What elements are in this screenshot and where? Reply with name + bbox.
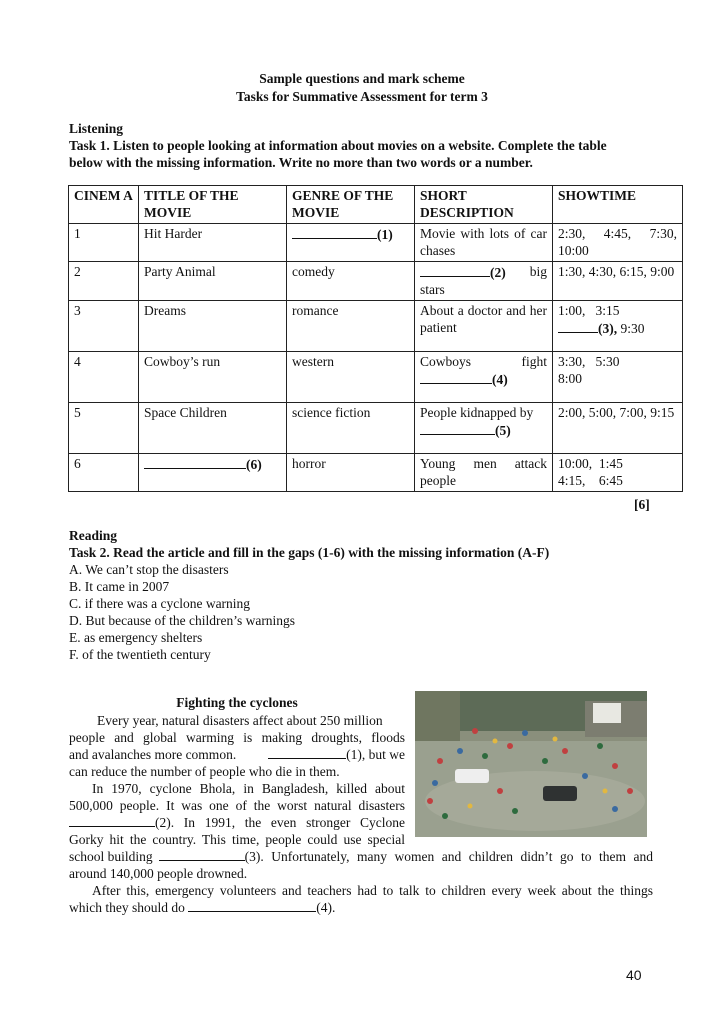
title-cell: Hit Harder bbox=[139, 224, 287, 262]
description-line: Cowboys fight bbox=[420, 354, 547, 369]
showtime-cell: 2:30, 4:45, 7:30, 10:00 bbox=[553, 224, 683, 262]
option-e: E. as emergency shelters bbox=[69, 630, 203, 645]
article-text: which they should do bbox=[69, 900, 185, 915]
article-line: In 1970, cyclone Bhola, in Bangladesh, killed about bbox=[92, 781, 405, 796]
article-line: people and global warming is making droughts, floods bbox=[69, 730, 405, 745]
article-line: can reduce the number of people who die in them. bbox=[69, 764, 340, 779]
task2-instruction: Task 2. Read the article and fill in the gaps (1-6) with the missing information (A-F) bbox=[69, 545, 550, 560]
gap-number: (4) bbox=[492, 371, 508, 387]
gap-number: (2) bbox=[490, 265, 506, 280]
header-short-description: SHORT DESCRIPTION bbox=[415, 186, 553, 224]
article-text: (4). bbox=[316, 900, 336, 915]
article-line: After this, emergency volunteers and teachers had to talk to children every week about the things bbox=[92, 883, 653, 898]
article-line bbox=[69, 746, 405, 763]
title-cell: Dreams bbox=[139, 301, 287, 352]
gap-number: (6) bbox=[246, 457, 262, 472]
title-cell bbox=[139, 454, 287, 492]
option-a: A. We can’t stop the disasters bbox=[69, 562, 229, 577]
showtime-cell bbox=[553, 454, 683, 492]
article-text: (2). In 1991, the even stronger Cyclone bbox=[155, 815, 405, 830]
showtime-line: 1:00, 3:15 bbox=[558, 303, 620, 318]
genre-cell: western bbox=[287, 352, 415, 403]
article-line: Gorky hit the country. This time, people could use special bbox=[69, 832, 405, 847]
table-row bbox=[69, 352, 683, 403]
showtime-end: 9:30 bbox=[620, 320, 645, 336]
article-line: Every year, natural disasters affect about 250 million bbox=[97, 713, 383, 728]
header-title: Sample questions and mark scheme bbox=[259, 71, 465, 86]
article-text: (3). Unfortunately, many women and children didn’t go to them and bbox=[244, 849, 653, 864]
description-word: big bbox=[529, 264, 547, 279]
marks-label: [6] bbox=[634, 497, 650, 512]
answer-blank bbox=[144, 456, 246, 469]
gap-number: (5) bbox=[495, 422, 511, 438]
showtime-line: 8:00 bbox=[558, 370, 583, 386]
gap-number: (1) bbox=[377, 227, 393, 242]
title-cell: Space Children bbox=[139, 403, 287, 454]
task1-instruction-line1: Task 1. Listen to people looking at information about movies on a website. Complete the table bbox=[69, 138, 607, 153]
article-title: Fighting the cyclones bbox=[176, 695, 298, 710]
movies-table bbox=[68, 185, 683, 492]
article-body-top bbox=[69, 712, 405, 848]
showtime-line: 10:00, 1:45 bbox=[558, 456, 623, 471]
option-d: D. But because of the children’s warnings bbox=[69, 613, 296, 628]
page-number: 40 bbox=[626, 967, 642, 983]
answer-blank bbox=[69, 814, 155, 827]
description-cell bbox=[415, 262, 553, 301]
genre-cell: romance bbox=[287, 301, 415, 352]
answer-blank bbox=[420, 371, 492, 384]
article-body-bottom bbox=[69, 848, 653, 916]
table-row bbox=[69, 224, 683, 262]
description-cell bbox=[415, 403, 553, 454]
showtime-cell: 1:30, 4:30, 6:15, 9:00 bbox=[553, 262, 683, 301]
cinema-cell: 1 bbox=[69, 224, 139, 262]
description-cell: Movie with lots of car chases bbox=[415, 224, 553, 262]
header-subtitle: Tasks for Summative Assessment for term 3 bbox=[236, 89, 488, 104]
description-cell bbox=[415, 352, 553, 403]
title-cell: Cowboy’s run bbox=[139, 352, 287, 403]
header-cinema: CINEM A bbox=[69, 186, 139, 224]
article-line bbox=[69, 899, 653, 916]
genre-cell: horror bbox=[287, 454, 415, 492]
showtime-line: 3:30, 5:30 bbox=[558, 354, 620, 369]
showtime-cell bbox=[553, 301, 683, 352]
showtime-cell: 2:00, 5:00, 7:00, 9:15 bbox=[553, 403, 683, 454]
table-row bbox=[69, 301, 683, 352]
article-text: and avalanches more common. bbox=[69, 747, 237, 762]
answer-blank bbox=[558, 320, 598, 333]
article-line bbox=[69, 814, 405, 831]
title-cell: Party Animal bbox=[139, 262, 287, 301]
option-f: F. of the twentieth century bbox=[69, 647, 211, 662]
cinema-cell: 4 bbox=[69, 352, 139, 403]
answer-blank bbox=[292, 226, 377, 239]
description-end: stars bbox=[420, 281, 445, 297]
task1-instruction-line2: below with the missing information. Write no more than two words or a number. bbox=[69, 155, 533, 170]
showtime-cell bbox=[553, 352, 683, 403]
cinema-cell: 2 bbox=[69, 262, 139, 301]
article-line bbox=[69, 848, 653, 865]
article-line: 500,000 people. It was one of the worst natural disasters bbox=[69, 798, 405, 813]
option-b: B. It came in 2007 bbox=[69, 579, 170, 594]
description-cell: About a doctor and her patient bbox=[415, 301, 553, 352]
cinema-cell: 6 bbox=[69, 454, 139, 492]
flood-street-photo bbox=[415, 691, 647, 837]
flood-scene-image bbox=[415, 691, 647, 837]
showtime-line: 4:15, 6:45 bbox=[558, 472, 623, 488]
answer-blank bbox=[420, 264, 490, 277]
genre-cell bbox=[287, 224, 415, 262]
table-header-row bbox=[69, 186, 683, 224]
table-row bbox=[69, 454, 683, 492]
article-text: school building bbox=[69, 849, 153, 864]
article-line: around 140,000 people drowned. bbox=[69, 866, 248, 881]
listening-heading: Listening bbox=[69, 121, 124, 136]
answer-blank bbox=[159, 848, 245, 861]
table-row bbox=[69, 403, 683, 454]
header-showtime: SHOWTIME bbox=[553, 186, 683, 224]
table-row bbox=[69, 262, 683, 301]
answer-blank bbox=[188, 899, 316, 912]
answer-blank bbox=[420, 422, 495, 435]
reading-heading: Reading bbox=[69, 528, 118, 543]
option-c: C. if there was a cyclone warning bbox=[69, 596, 251, 611]
header-title-of-movie: TITLE OF THE MOVIE bbox=[139, 186, 287, 224]
article-text: (1), but we bbox=[346, 747, 405, 762]
cinema-cell: 3 bbox=[69, 301, 139, 352]
gap-number: (3), bbox=[598, 320, 618, 336]
genre-cell: science fiction bbox=[287, 403, 415, 454]
description-cell: Young men attack people bbox=[415, 454, 553, 492]
header-genre: GENRE OF THE MOVIE bbox=[287, 186, 415, 224]
cinema-cell: 5 bbox=[69, 403, 139, 454]
answer-blank bbox=[268, 746, 346, 759]
genre-cell: comedy bbox=[287, 262, 415, 301]
description-line: People kidnapped by bbox=[420, 405, 534, 420]
